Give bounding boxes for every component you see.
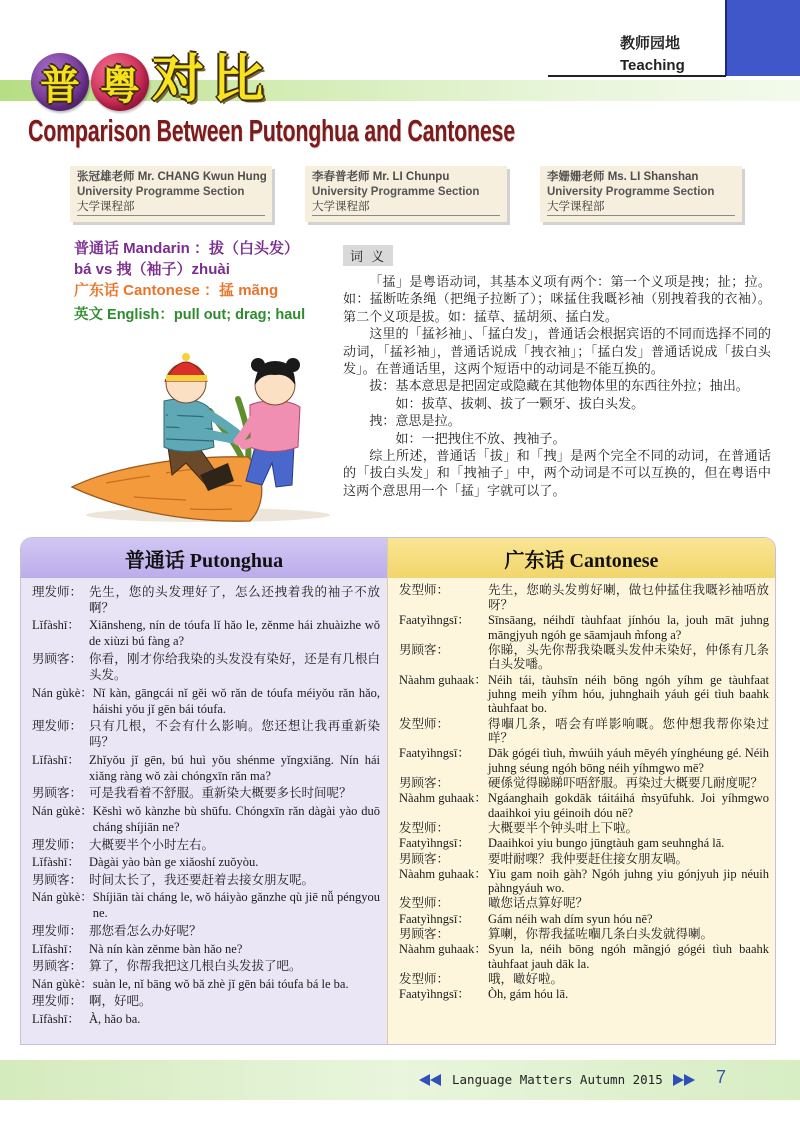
author-name: 李姗姗老师 Ms. LI Shanshan (547, 171, 699, 183)
dialogue-row (32, 751, 380, 785)
dialogue-row (399, 776, 769, 791)
dialogue-row (32, 617, 380, 651)
meaning-example: 如：一把拽住不放、拽袖子。 (395, 431, 566, 447)
speaker-label: Nàahm guhaak： (399, 791, 487, 806)
dialogue-text: Daaihkoi yiu bungo jūngtàuh gam seuhnghá lā. (488, 836, 725, 851)
dialogue-text: 时间太长了，我还要赶着去接女朋友呢。 (89, 872, 315, 887)
speaker-label: Nán gùkè： (32, 685, 93, 700)
dialogue-text: Sīnsāang, néihdī tàuhfaat jínhóu la, jouh māt juhng māngjyuh ngóh ge sāamjauh m̀fong a? (488, 613, 769, 642)
speaker-label: 发型师： (399, 716, 450, 731)
dialogue-text: 那您看怎么办好呢？ (89, 923, 202, 938)
carrot (72, 457, 262, 521)
speaker-label: Nán gùkè： (32, 890, 93, 905)
dialogue-row (32, 871, 380, 889)
dialogue-row (32, 853, 380, 871)
dialogue-row (399, 896, 769, 911)
carrot-pulling-drawing (68, 335, 333, 525)
meaning-paragraph: 拔：基本意思是把固定或隐藏在其他物体里的东西往外拉；抽出。 (369, 379, 749, 395)
dialogue-text: Gám néih wah dím syun hóu nē? (488, 911, 653, 926)
dialogue-text: 啊，好吧。 (89, 994, 152, 1009)
speaker-label: 理发师： (32, 719, 83, 734)
meaning-paragraph: 「掹」是粤语动词，其基本义项有两个：第一个义项是拽；扯；拉。如：掹断咗条绳（把绳子拉断了）；咪掹住我嘅衫袖（别拽着我的衣袖）。第二个义项是拔。如：掹草、掹胡须、掹白发。 (343, 275, 771, 325)
dialogue-text: 你看，刚才你给我染的头发没有染好，还是有几根白头发。 (89, 651, 380, 682)
dialogue-row (399, 716, 769, 746)
dialogue-row (399, 927, 769, 942)
dialogue-row (32, 836, 380, 854)
dialogue-text: 要咁耐㗎？我仲要赶住接女朋友喎。 (488, 851, 689, 866)
author-dept-cn: 大学课程部 (547, 200, 735, 216)
cantonese-column (388, 538, 775, 1044)
speaker-label: Lǐfàshī： (32, 941, 80, 956)
dialogue-text: Kěshì wǒ kànzhe bù shūfu. Chóngxīn rǎn dàgài yào duō cháng shíjiān ne? (92, 803, 380, 834)
speaker-label: Lǐfàshī： (32, 855, 80, 870)
dialogue-row (32, 684, 380, 718)
putonghua-dialogue (21, 578, 387, 1044)
putonghua-header: 普通话 Putonghua (21, 538, 387, 578)
dialogue-row (32, 940, 380, 958)
page-number: 7 (716, 1067, 727, 1087)
dialogue-text: 算喇，你帮我掹咗嗰几条白头发就得喇。 (488, 927, 714, 942)
speaker-label: Nàahm guhaak： (399, 866, 487, 881)
author-name: 张冠雄老师 Mr. CHANG Kwun Hung (77, 171, 267, 183)
dialogue-text: Nǐ kàn, gāngcái nǐ gěi wǒ rǎn de tóufa méiyǒu rǎn hǎo, háishi yǒu jǐ gēn bái tóufa. (92, 685, 380, 716)
speaker-label: Nán gùkè： (32, 976, 93, 991)
author-dept-en: University Programme Section (312, 186, 480, 198)
boy-hat-band (166, 375, 207, 381)
speaker-label: 男顾客： (32, 786, 83, 801)
corner-block (725, 0, 800, 76)
dialogue-row (399, 866, 769, 896)
dialogue-text: 可是我看着不舒服。重新染大概要多长时间呢？ (89, 786, 352, 801)
header-divider (548, 75, 726, 77)
section-title-cn: 教师园地 (620, 34, 681, 52)
speaker-label: Lǐfàshī： (32, 618, 80, 633)
dialogue-text: Zhǐyǒu jǐ gēn, bú huì yǒu shénme yǐngxiǎng. Nín hái xiǎng ràng wǒ zài chóngxīn rǎn ma? (89, 752, 380, 783)
dialogue-row (399, 942, 769, 972)
speaker-label: 发型师： (399, 583, 450, 598)
title-char-4: 比 (212, 49, 265, 110)
speaker-label: 理发师： (32, 994, 83, 1009)
author-card (70, 166, 272, 222)
dialogue-text: À, hǎo ba. (89, 1011, 141, 1026)
cantonese-dialogue (388, 578, 775, 1044)
summary-cantonese: 广东话 Cantonese ：掹 mãng (74, 282, 279, 299)
speaker-label: 男顾客： (399, 775, 450, 790)
speaker-label: 发型师： (399, 820, 450, 835)
dialogue-row (399, 672, 769, 716)
dialogue-row (399, 642, 769, 672)
meaning-paragraph: 拽：意思是拉。 (369, 414, 461, 430)
dialogue-row (399, 583, 769, 613)
dialogue-text: Xiānsheng, nín de tóufa lǐ hǎo le, zěnme hái zhuàizhe wǒ de xiùzi bú fàng a? (89, 618, 380, 649)
speaker-label: Faatyìhngsī： (399, 746, 470, 761)
dialogue-row (32, 975, 380, 993)
speaker-label: Faatyìhngsī： (399, 836, 470, 851)
boy-hat-knob (182, 353, 190, 361)
dialogue-text: 噉您话点算好呢？ (488, 896, 589, 911)
dialogue-text: suàn le, nǐ bāng wǒ bǎ zhè jǐ gēn bái tóufa bá le ba. (92, 976, 349, 991)
section-title-en: Teaching (620, 57, 685, 74)
speaker-label: Lǐfàshī： (32, 1011, 80, 1026)
dialogue-row (399, 791, 769, 821)
dialogue-text: 只有几根，不会有什么影响。您还想让我再重新染吗？ (89, 719, 380, 750)
page-subtitle: Comparison Between Putonghua and Cantonese (28, 113, 515, 148)
author-dept-cn: 大学课程部 (77, 200, 265, 216)
dialogue-row (32, 650, 380, 684)
dialogue-row (399, 836, 769, 851)
speaker-label: 发型师： (399, 972, 450, 986)
dialogue-text: Ngáanghaih gokdāk táitáihá m̀syūfuhk. Joi yíhmgwo daaihkoi yiu géinoih dóu nē? (488, 791, 769, 820)
speaker-label: 男顾客： (32, 959, 83, 974)
speaker-label: 理发师： (32, 584, 83, 599)
speaker-label: Lǐfàshī： (32, 752, 80, 767)
speaker-label: Faatyìhngsī： (399, 613, 470, 628)
speaker-label: 男顾客： (399, 851, 450, 866)
meaning-paragraph: 这里的「掹衫袖」、「掹白发」，普通话会根据宾语的不同而选择不同的动词，「掹衫袖」，普通话说成「拽衣袖」；「掹白发」普通话说成「拔白头发」。在普通话里，这两个短语中的动词是不能互换的。 (343, 327, 771, 378)
dialogue-text: Yiu gam noih gàh? Ngóh juhng yiu gónjyuh jip néuih pàhngyáuh wo. (488, 866, 769, 896)
dialogue-text: Dāk gógéi tìuh, m̀wúih yáuh mēyéh yínghéung gé. Néih juhng séung ngóh bōng néih yíhmgwo mē? (488, 746, 769, 775)
speaker-label: 男顾客： (399, 642, 450, 657)
dialogue-text: 大概要半个钟头咁上下啦。 (488, 820, 639, 835)
dialogue-row (32, 785, 380, 803)
author-dept-en: University Programme Section (77, 186, 245, 198)
dialogue-row (32, 993, 380, 1011)
dialogue-row (399, 911, 769, 926)
dialogue-row (399, 821, 769, 836)
dialogue-text: Nà nín kàn zěnme bàn hǎo ne? (89, 941, 243, 956)
dialogue-row (399, 851, 769, 866)
speaker-label: 发型师： (399, 896, 450, 911)
speaker-label: 男顾客： (399, 927, 450, 942)
girl-hair-bun-left (251, 358, 265, 372)
summary-mandarin: 普通话 Mandarin ：拔（白头发） (74, 240, 300, 257)
speaker-label: 男顾客： (32, 651, 83, 666)
author-card (540, 166, 742, 222)
double-right-triangle-icon (673, 1074, 695, 1086)
cartoon-illustration (68, 335, 333, 525)
dialogue-row (32, 583, 380, 617)
dialogue-table (20, 537, 776, 1045)
speaker-label: Faatyìhngsī： (399, 911, 470, 926)
dialogue-text: Syun la, néih bōng ngóh mãngjó gógéi tìuh baahk tàuhfaat jauh dāk la. (488, 942, 769, 971)
dialogue-row (32, 717, 380, 751)
double-left-triangle-icon (419, 1074, 441, 1086)
speaker-label: 男顾客： (32, 872, 83, 887)
speaker-label: 理发师： (32, 923, 83, 938)
dialogue-text: 哦，噉好啦。 (488, 972, 564, 986)
right-triangle-icon (673, 1074, 684, 1086)
meaning-text (343, 274, 771, 502)
dialogue-text: 大概要半个小时左右。 (89, 837, 215, 852)
speaker-label: Faatyìhngsī： (399, 987, 470, 1002)
dialogue-row (32, 1010, 380, 1028)
publication-name: Language Matters Autumn 2015 (452, 1072, 663, 1087)
meaning-label: 词 义 (343, 245, 393, 266)
title-char-2: 粤 (100, 61, 140, 109)
title-char-pu (31, 53, 89, 111)
dialogue-text: Dàgài yào bàn ge xiǎoshí zuǒyòu. (89, 855, 259, 870)
author-dept-cn: 大学课程部 (312, 200, 500, 216)
title-char-3: 对 (152, 49, 205, 110)
dialogue-text: Shíjiān tài cháng le, wǒ háiyào gǎnzhe qù jiē nǚ péngyou ne. (92, 890, 380, 921)
left-triangle-icon (430, 1074, 441, 1086)
speaker-label: 理发师： (32, 837, 83, 852)
dialogue-text: 硬係觉得睇睇吓唔舒服。再染过大概要几耐度呢？ (488, 775, 764, 790)
dialogue-text: 先生，您的头发理好了，怎么还拽着我的袖子不放啊？ (89, 584, 380, 615)
author-card (305, 166, 507, 222)
dialogue-row (399, 613, 769, 643)
speaker-label: Nàahm guhaak： (399, 942, 487, 957)
dialogue-row (399, 746, 769, 776)
author-name: 李春普老师 Mr. LI Chunpu (312, 171, 450, 183)
speaker-label: Nán gùkè： (32, 803, 93, 818)
dialogue-row (32, 957, 380, 975)
cantonese-header: 广东话 Cantonese (388, 538, 775, 578)
dialogue-text: 你睇，头先你帮我染嘅头发仲未染好，仲係有几条白头发噃。 (488, 642, 769, 672)
dialogue-text: 先生，您啲头发剪好喇，做乜仲掹住我嘅衫袖唔放呀？ (488, 583, 769, 612)
author-dept-en: University Programme Section (547, 186, 715, 198)
dialogue-text: Òh, gám hóu lā. (488, 987, 569, 1002)
summary-english: 英文 English：pull out; drag; haul (74, 307, 306, 323)
left-triangle-icon (419, 1074, 430, 1086)
meaning-example: 如：拔草、拔刺、拔了一颗牙、拔白头发。 (395, 396, 645, 412)
title-char-yue (91, 53, 149, 111)
word-summary (74, 238, 336, 326)
title-char-1: 普 (40, 61, 80, 109)
putonghua-column (21, 538, 388, 1044)
girl-hair-bun-right (286, 358, 300, 372)
dialogue-text: 得嗰几条，唔会有咩影响嘅。您仲想我帮你染过咩？ (488, 716, 769, 745)
dialogue-row (32, 802, 380, 836)
dialogue-text: Néih tái, tàuhsīn néih bōng ngóh yíhm ge tàuhfaat juhng meih yíhm hóu, juhnghaih yáuh géi tìuh baahk tàuhfaat bo. (488, 672, 769, 716)
speaker-label: Nàahm guhaak： (399, 672, 487, 687)
right-triangle-icon (684, 1074, 695, 1086)
dialogue-text: 算了，你帮我把这几根白头发拔了吧。 (89, 959, 302, 974)
dialogue-row (32, 889, 380, 923)
dialogue-row (399, 987, 769, 1002)
summary-mandarin-contrast: bá vs 拽（袖子）zhuài (74, 261, 230, 278)
meaning-paragraph: 综上所述，普通话「拔」和「拽」是两个完全不同的动词，在普通话的「拔白头发」和「拽袖子」中，两个动词是不可以互换的，但在粤语中这两个意思用一个「掹」字就可以了。 (343, 449, 771, 499)
dialogue-row (399, 972, 769, 987)
dialogue-row (32, 922, 380, 940)
